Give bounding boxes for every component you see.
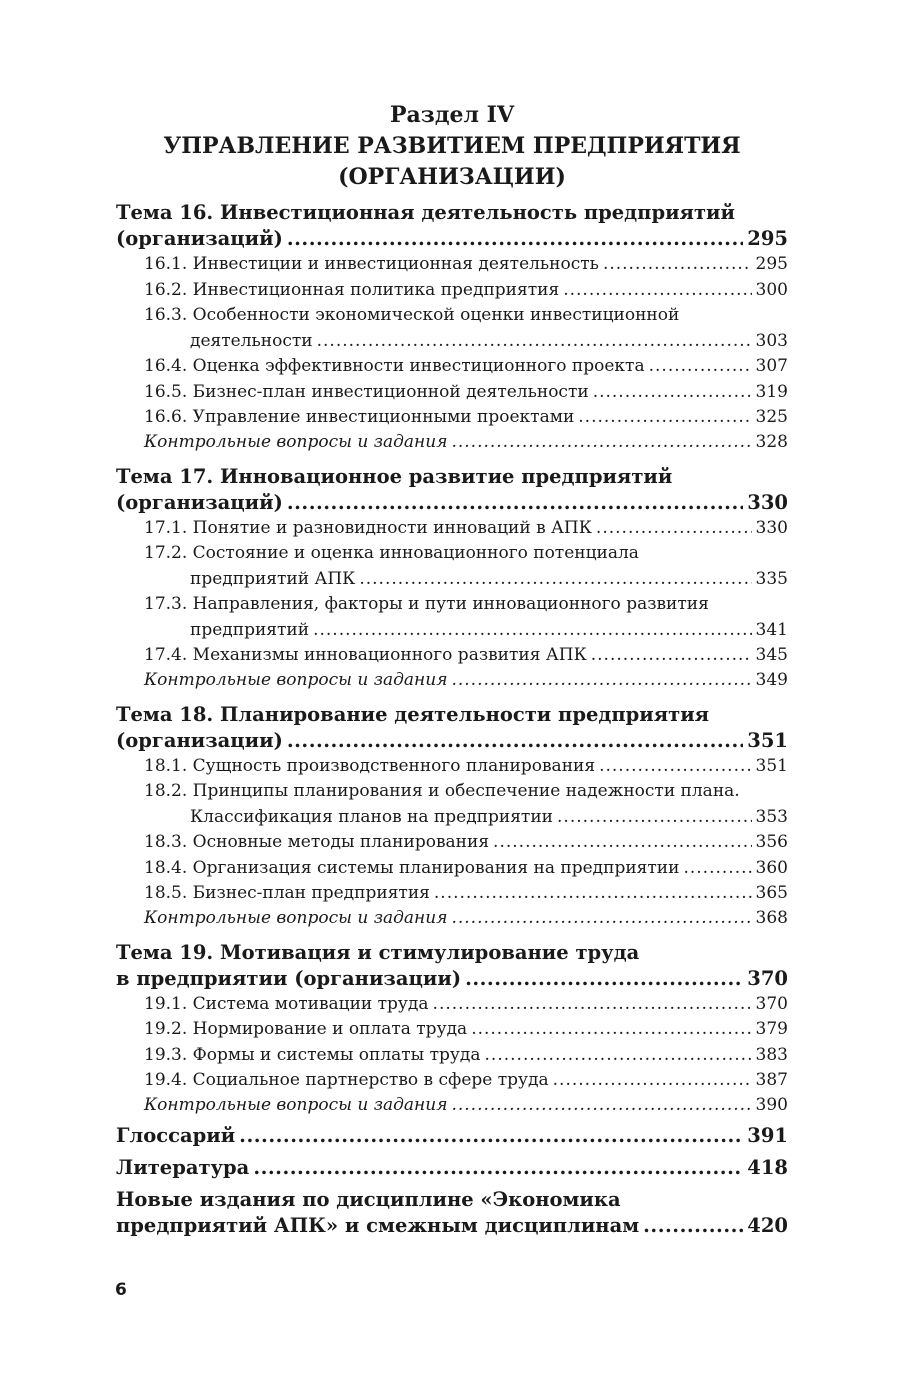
entry-text: 19.1. Система мотивации труда <box>144 993 429 1014</box>
dot-leader <box>434 881 752 907</box>
topic-title-line1: Тема 16. Инвестиционная деятельность предприятий <box>116 201 735 224</box>
entry-text-line1: 17.3. Направления, факторы и пути инновационного развития <box>144 594 709 614</box>
literature-entry <box>116 1155 788 1181</box>
topic-page: 295 <box>747 227 788 250</box>
entry-page: 360 <box>755 857 788 878</box>
entry-text: 16.5. Бизнес-план инвестиционной деятельности <box>144 381 589 402</box>
toc-entry <box>116 643 788 669</box>
dot-leader <box>451 669 751 692</box>
topic-title-line2: (организации) <box>116 728 283 752</box>
new-editions-line2: предприятий АПК» и смежным дисциплинам <box>116 1213 640 1237</box>
entry-page: 379 <box>755 1019 788 1039</box>
entry-page: 319 <box>755 381 788 402</box>
section-title-line1: УПРАВЛЕНИЕ РАЗВИТИЕМ ПРЕДПРИЯТИЯ <box>163 133 741 159</box>
entry-text: Контрольные вопросы и задания <box>144 431 448 452</box>
topic-page: 351 <box>747 728 788 752</box>
toc-entry <box>116 354 788 380</box>
entry-text-line1: 16.3. Особенности экономической оценки инвестиционной <box>144 305 680 325</box>
toc-entry <box>116 405 788 431</box>
topic-title-row <box>116 728 788 754</box>
topic-page: 370 <box>747 966 788 990</box>
entry-text-line2: Классификация планов на предприятии <box>190 806 554 827</box>
dot-leader <box>451 907 751 930</box>
dot-leader <box>359 567 751 593</box>
entry-text: 19.2. Нормирование и оплата труда <box>144 1019 468 1039</box>
entry-page: 356 <box>755 832 788 852</box>
new-editions-entry <box>116 1187 788 1239</box>
dot-leader <box>599 754 751 780</box>
dot-leader <box>643 1213 743 1239</box>
dot-leader <box>471 1017 751 1043</box>
topic-title-line1: Тема 17. Инновационное развитие предприятий <box>116 464 673 488</box>
toc-entry <box>116 992 788 1018</box>
dot-leader <box>593 380 752 406</box>
dot-leader <box>649 354 752 380</box>
dot-leader <box>591 643 752 669</box>
dot-leader <box>557 805 752 831</box>
dot-leader <box>253 1155 743 1181</box>
toc-entry <box>116 1043 788 1069</box>
toc-entry <box>116 754 788 780</box>
entry-text: 19.3. Формы и системы оплаты труда <box>144 1044 481 1065</box>
dot-leader <box>317 329 752 355</box>
toc-entry <box>116 516 788 542</box>
toc-entry <box>116 278 788 304</box>
topic-17 <box>116 464 788 692</box>
control-questions-entry <box>116 1094 788 1117</box>
section-header <box>116 100 788 193</box>
topic-title-row <box>116 490 788 516</box>
table-of-contents <box>116 100 788 1239</box>
dot-leader <box>451 1094 751 1117</box>
section-title-line2: (ОРГАНИЗАЦИИ) <box>338 164 566 190</box>
entry-page: 368 <box>755 907 788 928</box>
topic-18 <box>116 702 788 930</box>
entry-page: 295 <box>755 254 788 274</box>
section-label: Раздел IV <box>389 102 515 128</box>
toc-entry <box>116 1068 788 1094</box>
entry-page: 335 <box>755 568 788 589</box>
dot-leader <box>493 830 752 856</box>
entry-page: 307 <box>755 356 788 376</box>
toc-entry <box>116 541 788 592</box>
dot-leader <box>239 1123 743 1149</box>
dot-leader <box>485 1043 752 1069</box>
entry-text: Контрольные вопросы и задания <box>144 669 448 690</box>
control-questions-entry <box>116 907 788 930</box>
control-questions-entry <box>116 669 788 692</box>
toc-entry <box>116 830 788 856</box>
topic-title-line1: Тема 18. Планирование деятельности предприятия <box>116 702 710 726</box>
new-editions-page: 420 <box>747 1213 788 1237</box>
dot-leader <box>313 618 751 644</box>
entry-page: 387 <box>755 1070 788 1090</box>
page-number: 6 <box>115 1280 127 1300</box>
entry-text: Контрольные вопросы и задания <box>144 907 448 928</box>
entry-page: 345 <box>755 645 788 665</box>
topic-16 <box>116 200 788 454</box>
toc-entry <box>116 380 788 406</box>
dot-leader <box>451 431 751 454</box>
entry-page: 328 <box>755 431 788 452</box>
dot-leader <box>287 490 743 516</box>
entry-page: 330 <box>755 517 788 538</box>
dot-leader <box>563 278 751 304</box>
entry-page: 325 <box>755 407 788 427</box>
toc-entry <box>116 1017 788 1043</box>
entry-text: 16.2. Инвестиционная политика предприятия <box>144 279 560 300</box>
dot-leader <box>433 992 752 1018</box>
toc-entry <box>116 856 788 882</box>
literature-text: Литература <box>116 1155 250 1179</box>
dot-leader <box>578 405 751 431</box>
entry-text: 16.6. Управление инвестиционными проектами <box>144 407 575 427</box>
entry-text: 19.4. Социальное партнерство в сфере труда <box>144 1070 549 1090</box>
toc-entry <box>116 881 788 907</box>
entry-page: 349 <box>755 669 788 690</box>
glossary-page: 391 <box>747 1123 788 1147</box>
topic-title-line1: Тема 19. Мотивация и стимулирование труда <box>116 940 640 964</box>
topic-title-line2: (организаций) <box>116 227 283 250</box>
new-editions-line1: Новые издания по дисциплине «Экономика <box>116 1187 621 1211</box>
entry-text-line2: предприятий АПК <box>190 568 356 589</box>
toc-entry <box>116 779 788 830</box>
glossary-text: Глоссарий <box>116 1123 236 1147</box>
entry-text-line1: 18.2. Принципы планирования и обеспечение надежности плана. <box>144 781 740 801</box>
dot-leader <box>683 856 751 882</box>
glossary-entry <box>116 1123 788 1149</box>
entry-page: 341 <box>755 619 788 640</box>
toc-entry <box>116 592 788 643</box>
topic-title-row <box>116 226 788 252</box>
entry-page: 351 <box>755 755 788 776</box>
toc-entry <box>116 252 788 278</box>
entry-page: 300 <box>755 279 788 300</box>
control-questions-entry <box>116 431 788 454</box>
entry-text: 18.5. Бизнес-план предприятия <box>144 883 430 903</box>
entry-text-line2: деятельности <box>190 330 313 351</box>
topic-19 <box>116 940 788 1117</box>
entry-text: Контрольные вопросы и задания <box>144 1094 448 1115</box>
entry-page: 365 <box>755 883 788 903</box>
entry-page: 383 <box>755 1044 788 1065</box>
topic-title-row <box>116 966 788 992</box>
entry-text: 16.1. Инвестиции и инвестиционная деятельность <box>144 254 599 274</box>
entry-text-line2: предприятий <box>190 619 310 640</box>
dot-leader <box>287 226 743 252</box>
topic-page: 330 <box>747 490 788 514</box>
entry-page: 303 <box>755 330 788 351</box>
entry-page: 370 <box>755 993 788 1014</box>
entry-text: 18.4. Организация системы планирования на предприятии <box>144 857 680 878</box>
topic-title-line2: (организаций) <box>116 490 283 514</box>
entry-text: 17.4. Механизмы инновационного развития АПК <box>144 645 587 665</box>
dot-leader <box>287 728 743 754</box>
entry-text: 16.4. Оценка эффективности инвестиционного проекта <box>144 356 645 376</box>
dot-leader <box>465 966 743 992</box>
entry-text: 18.3. Основные методы планирования <box>144 832 490 852</box>
topic-title-line2: в предприятии (организации) <box>116 966 462 990</box>
entry-text: 17.1. Понятие и разновидности инноваций в АПК <box>144 517 592 538</box>
literature-page: 418 <box>747 1155 788 1179</box>
entry-page: 353 <box>755 806 788 827</box>
dot-leader <box>603 252 752 278</box>
toc-entry <box>116 303 788 354</box>
entry-page: 390 <box>755 1094 788 1115</box>
dot-leader <box>553 1068 752 1094</box>
dot-leader <box>596 516 752 542</box>
entry-text-line1: 17.2. Состояние и оценка инновационного потенциала <box>144 543 639 563</box>
entry-text: 18.1. Сущность производственного планирования <box>144 755 596 776</box>
